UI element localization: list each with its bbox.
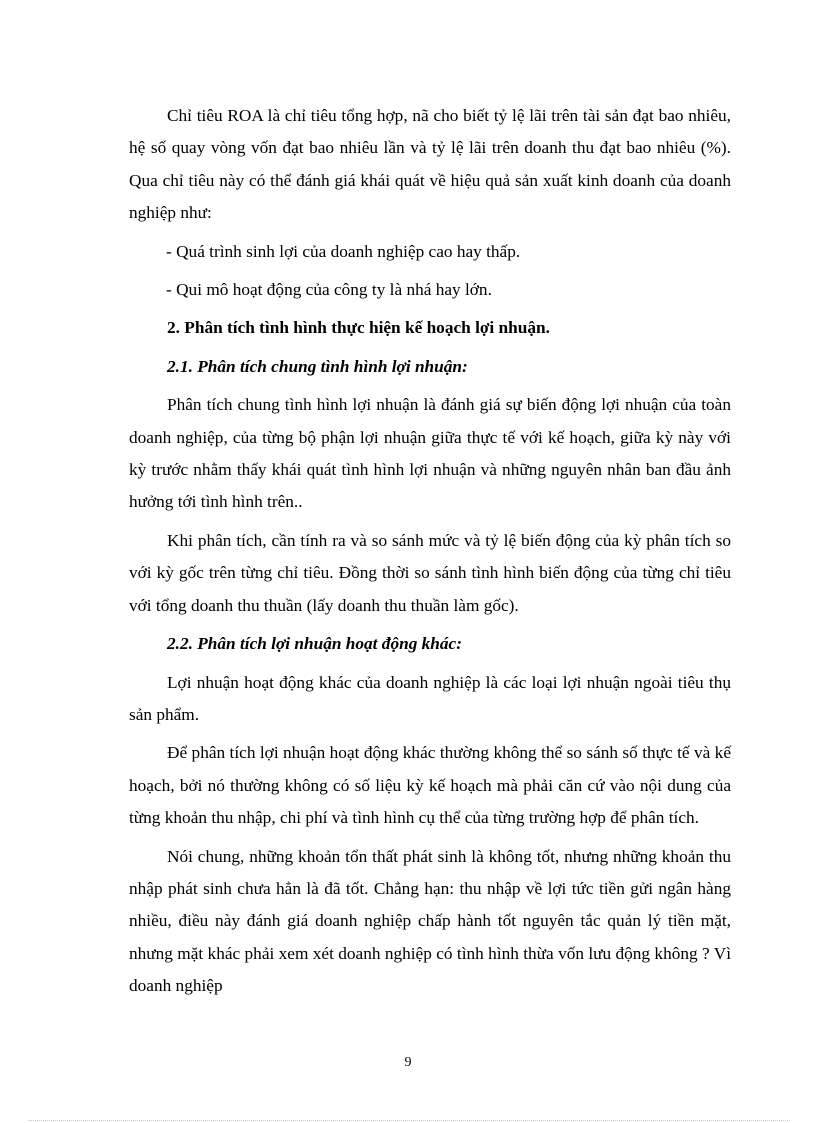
list-item-profitability: - Quá trình sinh lợi của doanh nghiệp cao hay thấp.: [166, 241, 521, 261]
paragraph-other-profit-definition: Lợi nhuận hoạt động khác của doanh nghiệp là các loại lợi nhuận ngoài tiêu thụ sản phẩm.: [129, 672, 731, 724]
paragraph-other-profit-analysis: Để phân tích lợi nhuận hoạt động khác thường không thể so sánh số thực tế và kế hoạch, bởi nó thường không có số liệu kỳ kế hoạch mà phải căn cứ vào nội dung của từng khoản thu nhập, chi phí và tình hình cụ thể của từng trường hợp để phân tích.: [129, 743, 731, 828]
page-number: 9: [404, 1055, 412, 1070]
paragraph-roa-summary: Chỉ tiêu ROA là chỉ tiêu tổng hợp, nã cho biết tỷ lệ lãi trên tài sản đạt bao nhiêu, hệ số quay vòng vốn đạt bao nhiêu lần và tỷ lệ lãi trên doanh thu đạt bao nhiêu (%). Qua chỉ tiêu này có thể đánh giá khái quát về hiệu quả sản xuất kinh doanh của doanh nghiệp như:: [129, 106, 731, 223]
paragraph-general-analysis: Phân tích chung tình hình lợi nhuận là đánh giá sự biến động lợi nhuận của toàn doanh nghiệp, của từng bộ phận lợi nhuận giữa thực tế với kế hoạch, giữa kỳ này với kỳ trước nhằm thấy khái quát tình hình lợi nhuận và những nguyên nhân ban đầu ảnh hưởng tới tình hình trên..: [129, 395, 731, 512]
paragraph-comparison-method: Khi phân tích, cần tính ra và so sánh mức và tỷ lệ biến động của kỳ phân tích so với kỳ gốc trên từng chỉ tiêu. Đồng thời so sánh tình hình biến động của từng chỉ tiêu với tổng doanh thu thuần (lấy doanh thu thuần làm gốc).: [129, 530, 731, 615]
section-heading-2: 2. Phân tích tình hình thực hiện kế hoạch lợi nhuận.: [167, 318, 550, 338]
paragraph-losses-and-income: Nói chung, những khoản tổn thất phát sinh là không tốt, nhưng những khoản thu nhập phát sinh chưa hẳn là đã tốt. Chẳng hạn: thu nhập về lợi tức tiền gửi ngân hàng nhiều, điều này đánh giá doanh nghiệp chấp hành tốt nguyên tắc quản lý tiền mặt, nhưng mặt khác phải xem xét doanh nghiệp có tình hình thừa vốn lưu động không ? Vì doanh nghiệp: [129, 846, 731, 996]
page-body: [129, 100, 731, 1003]
page-bottom-divider: [28, 1120, 790, 1121]
list-item-scale: - Qui mô hoạt động của công ty là nhá hay lớn.: [166, 280, 492, 300]
subsection-heading-2-2: 2.2. Phân tích lợi nhuận hoạt động khác:: [167, 634, 462, 654]
subsection-heading-2-1: 2.1. Phân tích chung tình hình lợi nhuận:: [167, 356, 468, 376]
